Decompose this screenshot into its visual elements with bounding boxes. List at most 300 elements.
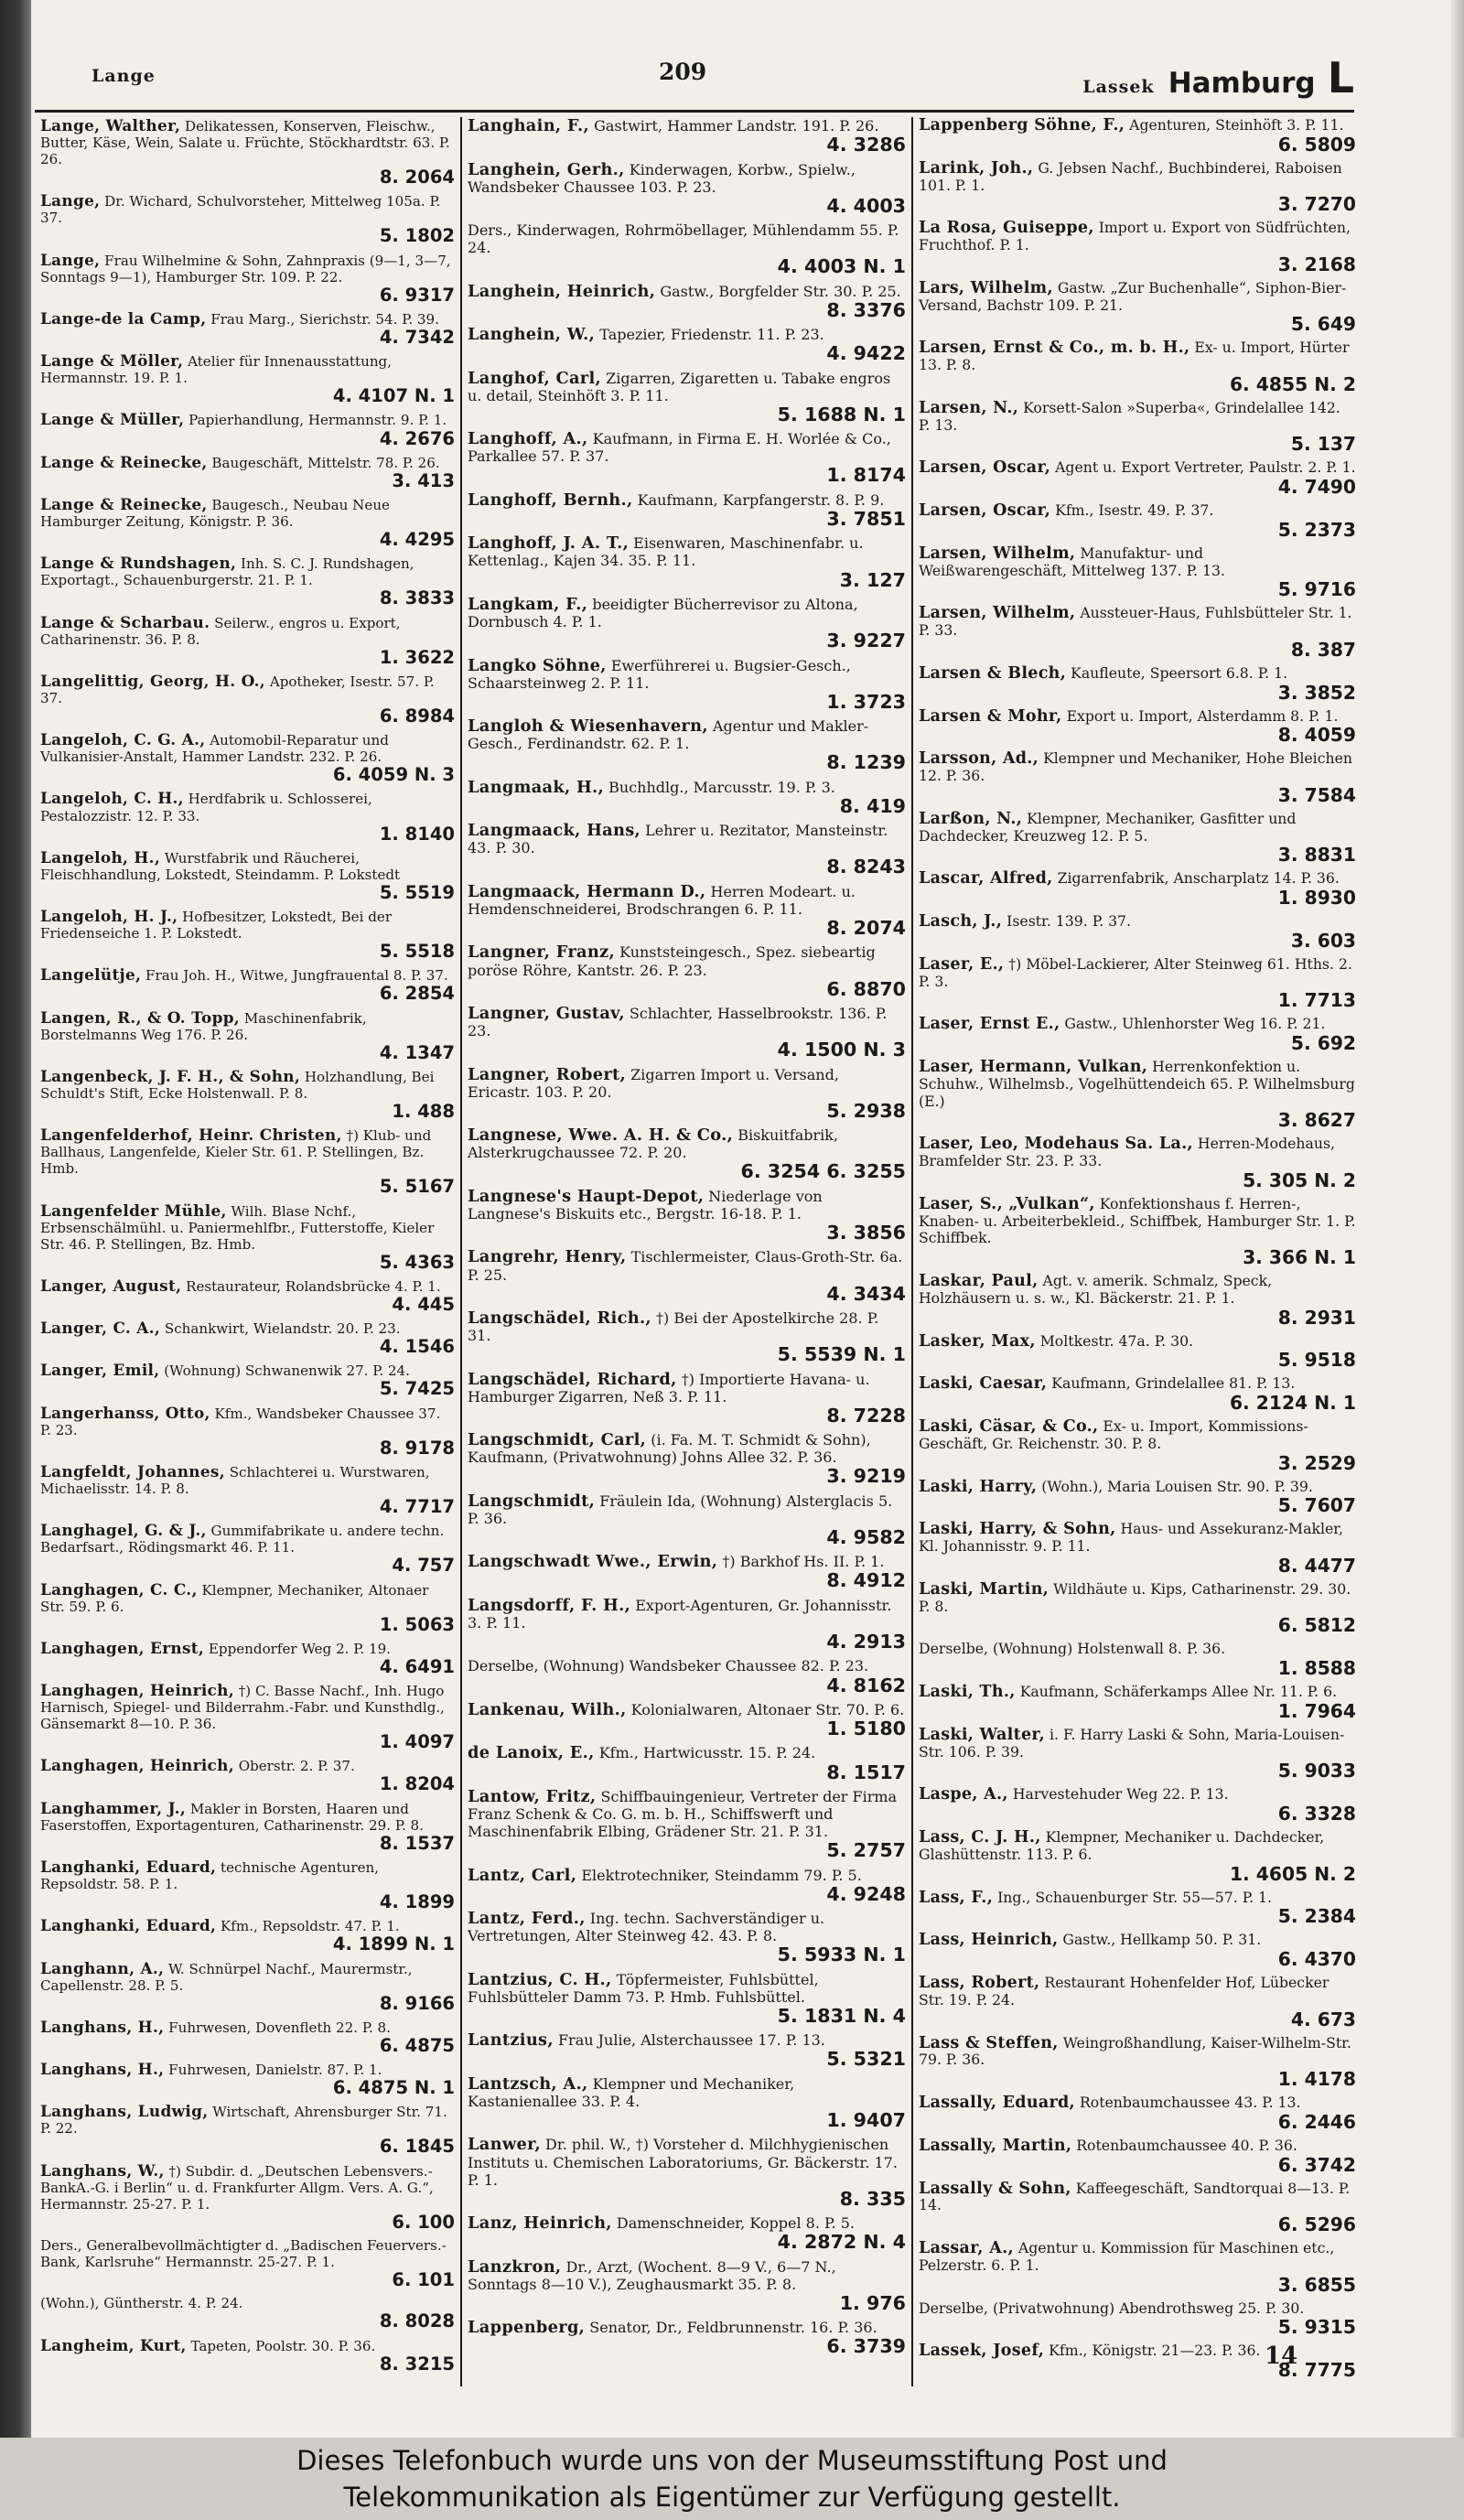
entry-name: Laski, Martin,: [919, 1579, 1050, 1599]
entry-name: Langrehr, Henry,: [468, 1247, 627, 1267]
directory-entry: [40, 454, 455, 491]
entry-details: Rotenbaumchaussee 40. P. 36.: [1076, 2136, 1297, 2154]
phone-number: 3. 3852: [1277, 681, 1356, 704]
entry-details: Frau Marg., Sierichstr. 54. P. 39.: [210, 310, 439, 328]
entry-details: Hofbesitzer, Lokstedt, Bei der Friedenseiche 1. P. Lokstedt.: [40, 909, 393, 942]
directory-entry: [40, 1362, 455, 1399]
entry-name: de Lanoix, E.,: [468, 1743, 595, 1763]
directory-entry: [919, 502, 1356, 541]
directory-entry: [468, 1309, 906, 1366]
entry-details: (Wohnung) Schwanenwik 27. P. 24.: [164, 1362, 410, 1380]
entry-name: Laski, Harry,: [919, 1477, 1038, 1496]
entry-details: Inh. S. C. J. Rundshagen, Exportagt., Schauenburgerstr. 21. P. 1.: [40, 555, 414, 589]
entry-name: Lantz, Ferd.,: [468, 1909, 586, 1929]
directory-entry: [919, 2138, 1356, 2176]
entry-details: Export-Agenturen, Gr. Johannisstr. 3. P. 11.: [468, 1596, 892, 1632]
entry-name: Larsen, Wilhelm,: [919, 544, 1076, 563]
directory-entry: [919, 160, 1356, 216]
entry-name: Larsen, Ernst & Co., m. b. H.,: [919, 339, 1190, 358]
phone-number: 1. 8140: [379, 823, 455, 845]
entry-details: Manufaktur- und Weißwarengeschäft, Mittelweg 137. P. 13.: [919, 544, 1225, 579]
directory-entry: [919, 459, 1356, 498]
entry-details: †) Möbel-Lackierer, Alter Steinweg 61. Hths. 2. P. 3.: [919, 954, 1352, 990]
entry-name: Langmaack, Hans,: [468, 821, 641, 841]
entry-details: Kaufmann, Karpfangerstr. 8. P. 9.: [637, 490, 885, 509]
entry-details: Wilh. Blase Nchf., Erbsenschälmühl. u. Paniermehlfbr., Futterstoffe, Kieler Str. 46. P. Stellingen, Bz. Hmb.: [40, 1202, 435, 1253]
directory-entry: [40, 555, 455, 608]
entry-details: Dr. phil. W., †) Vorsteher d. Milchhygienischen Instituts u. Chemischen Laboratoriums, Gr. Bäckerstr. 17. P. 1.: [468, 2136, 898, 2189]
directory-entry: [919, 1016, 1356, 1054]
entry-name: Laser, Hermann, Vulkan,: [919, 1058, 1148, 1076]
entry-details: Kunststeingesch., Spez. siebeartig poröse Röhre, Kantstr. 26. P. 23.: [468, 943, 876, 979]
entry-name: Laser, Ernst E.,: [919, 1015, 1060, 1034]
entry-details: Kaufmann, Schäferkamps Allee Nr. 11. P. 6.: [1019, 1683, 1338, 1700]
directory-entry: [468, 2214, 906, 2254]
directory-entry: [40, 2162, 455, 2233]
entry-name: Langhoff, Bernh.,: [468, 490, 633, 510]
phone-number: 5. 1831 N. 4: [777, 2004, 906, 2027]
entry-name: Larsen, Wilhelm,: [919, 604, 1076, 623]
directory-entry: [919, 956, 1356, 1012]
entry-details: Herren-Modehaus, Bramfelder Str. 23. P. 33.: [919, 1135, 1335, 1169]
entry-details: Agenturen, Steinhöft 3. P. 11.: [1129, 117, 1344, 134]
entry-name: Laski, Th.,: [919, 1683, 1016, 1701]
entry-details: Ing., Schauenburger Str. 55—57. P. 1.: [997, 1888, 1273, 1906]
entry-name: Langer, August,: [40, 1276, 182, 1295]
phone-number: 6. 8870: [826, 977, 906, 1000]
entry-name: Laski, Harry, & Sohn,: [919, 1520, 1116, 1539]
phone-number: 3. 366 N. 1: [1243, 1246, 1356, 1268]
entry-details: Ders., Generalbevollmächtigter d. „Badischen Feuervers.-Bank, Karlsruhe“ Hermannstr. 25-27. P. 1.: [40, 2236, 447, 2270]
entry-name: Laspe, A.,: [919, 1785, 1008, 1804]
phone-number: 6. 100: [392, 2211, 455, 2233]
entry-name: Larsen, N.,: [919, 398, 1019, 417]
phone-number: 8. 8243: [826, 856, 906, 878]
entry-details: Gastwirt, Hammer Landstr. 191. P. 26.: [594, 117, 879, 135]
entry-details: Restaurant Hohenfelder Hof, Lübecker Str. 19. P. 24.: [919, 1974, 1329, 2008]
phone-number: 1. 8174: [826, 464, 906, 487]
phone-number: 4. 3286: [826, 134, 906, 156]
phone-number: 4. 9248: [826, 1882, 906, 1905]
directory-entry: [468, 1371, 906, 1427]
entry-name: Langhammer, J.,: [40, 1798, 186, 1817]
entry-name: Laser, Leo, Modehaus Sa. La.,: [919, 1135, 1193, 1154]
entry-name: Lass, Heinrich,: [919, 1931, 1059, 1950]
entry-details: Tapezier, Friedenstr. 11. P. 23.: [599, 326, 824, 344]
entry-name: Langer, Emil,: [40, 1361, 160, 1380]
phone-number: 4. 4295: [379, 529, 455, 551]
entry-name: Lange & Scharbau.: [40, 612, 210, 631]
entry-details: Derselbe, (Wohnung) Wandsbeker Chaussee 82. P. 23.: [468, 1657, 869, 1675]
header-right: [1082, 53, 1354, 102]
directory-entry: [468, 1248, 906, 1305]
entry-name: Langner, Robert,: [468, 1064, 627, 1084]
directory-entry: [40, 1202, 455, 1273]
entry-details: beeidigter Bücherrevisor zu Altona, Dornbusch 4. P. 1.: [468, 595, 858, 631]
phone-number: 1. 8588: [1277, 1657, 1356, 1679]
phone-number: 5. 2757: [826, 1839, 906, 1862]
phone-number: 3. 9227: [826, 630, 906, 652]
directory-entry: [919, 1684, 1356, 1722]
directory-entry: [40, 673, 455, 727]
entry-name: Lassar, A.,: [919, 2239, 1014, 2257]
entry-name: Langhans, H.,: [40, 2060, 165, 2079]
directory-entry: [40, 2019, 455, 2056]
entry-name: Lange & Rundshagen,: [40, 554, 237, 573]
phone-number: 1. 7964: [1277, 1699, 1356, 1722]
entry-details: †) Barkhof Hs. II. P. 1.: [722, 1553, 885, 1571]
phone-number: 8. 4912: [826, 1569, 906, 1592]
entry-name: La Rosa, Guiseppe,: [919, 219, 1094, 238]
entry-name: Langeloh, H. J.,: [40, 907, 178, 926]
directory-entry: [468, 370, 906, 426]
entry-name: Langschädel, Rich.,: [468, 1308, 651, 1328]
header-rule: [35, 110, 1354, 113]
directory-entry: [919, 870, 1356, 909]
entry-name: Langenfelder Mühle,: [40, 1201, 227, 1220]
entry-name: Lanz, Heinrich,: [468, 2213, 612, 2234]
entry-details: W. Schnürpel Nachf., Maurermstr., Capellenstr. 28. P. 5.: [40, 1960, 413, 1994]
entry-details: †) C. Basse Nachf., Inh. Hugo Harnisch, Spiegel- und Bilderrahm.-Fabr. und Kunsthdlg., Gänsemarkt 8—10. P. 36.: [40, 1683, 445, 1733]
entry-details: Ex- u. Import, Kommissions-Geschäft, Gr. Reichenstr. 30. P. 8.: [919, 1417, 1308, 1452]
entry-name: Lappenberg,: [468, 2318, 586, 2338]
entry-details: Agt. v. amerik. Schmalz, Speck, Holzhäusern u. s. w., Kl. Bäckerstr. 21. P. 1.: [919, 1272, 1273, 1307]
entry-name: Lange & Möller,: [40, 351, 184, 371]
header-last-entry: Lassek: [1082, 77, 1155, 97]
phone-number: 3. 2529: [1277, 1451, 1356, 1474]
entry-details: Tapeten, Poolstr. 30. P. 36.: [190, 2337, 376, 2354]
phone-number: 3. 127: [839, 568, 906, 591]
entry-name: Langhagel, G. & J.,: [40, 1521, 207, 1540]
phone-number: 6. 4059 N. 3: [332, 764, 455, 786]
entry-details: Kfm., Hartwicusstr. 15. P. 24.: [598, 1744, 816, 1762]
entry-details: Weingroßhandlung, Kaiser-Wilhelm-Str. 79. P. 36.: [919, 2033, 1351, 2069]
phone-number: 6. 5812: [1277, 1614, 1356, 1637]
entry-details: Dr. Wichard, Schulvorsteher, Mittelweg 105a. P. 37.: [40, 193, 441, 227]
entry-name: Langeloh, C. H.,: [40, 789, 184, 808]
phone-number: 4. 4003 N. 1: [777, 255, 906, 278]
entry-details: Gummifabrikate u. andere techn. Bedarfsart., Rödingsmarkt 46. P. 11.: [40, 1523, 445, 1556]
entry-details: G. Jebsen Nachf., Buchbinderei, Raboisen 101. P. 1.: [919, 158, 1342, 194]
entry-details: Aussteuer-Haus, Fuhlsbütteler Str. 1. P. 33.: [919, 604, 1352, 639]
phone-number: 4. 6491: [379, 1655, 455, 1677]
entry-name: Langhagen, Heinrich,: [40, 1756, 234, 1775]
entry-details: Buchhdlg., Marcusstr. 19. P. 3.: [608, 778, 835, 796]
phone-number: 6. 3328: [1277, 1803, 1356, 1825]
entry-details: technische Agenturen, Repsoldstr. 58. P. 1.: [40, 1858, 380, 1893]
entry-details: Papierhandlung, Hermannstr. 9. P. 1.: [188, 412, 447, 429]
phone-number: 1. 5180: [826, 1718, 906, 1740]
entry-name: Langner, Gustav,: [468, 1004, 625, 1024]
phone-number: 3. 8627: [1277, 1109, 1356, 1132]
directory-entry: [919, 2095, 1356, 2133]
entry-name: Langheim, Kurt,: [40, 2335, 187, 2354]
phone-number: 8. 419: [839, 794, 906, 817]
phone-number: 8. 9178: [379, 1437, 455, 1459]
entry-name: Langhain, F.,: [468, 117, 590, 135]
entry-name: Langhoff, A.,: [468, 429, 588, 449]
directory-entry: [40, 1522, 455, 1576]
entry-name: Langhagen, Heinrich,: [40, 1681, 234, 1700]
entry-details: Frau Julie, Alsterchaussee 17. P. 13.: [557, 2031, 825, 2050]
entry-name: Langhein, Gerh.,: [468, 159, 625, 179]
phone-number: 5. 692: [1290, 1032, 1356, 1054]
entry-name: Langhans, Ludwig,: [40, 2102, 209, 2121]
directory-entry: [40, 966, 455, 1004]
entry-details: Biskuitfabrik, Alsterkrugchaussee 72. P. 20.: [468, 1126, 839, 1162]
directory-entry: [40, 1581, 455, 1635]
entry-name: Lanwer,: [468, 2135, 541, 2155]
entry-details: Schlachterei u. Wurstwaren, Michaelisstr. 14. P. 8.: [40, 1463, 430, 1497]
entry-details: Agentur u. Kommission für Maschinen etc., Pelzerstr. 6. P. 1.: [919, 2239, 1335, 2274]
phone-number: 5. 2373: [1277, 518, 1356, 541]
entry-name: Langhans, H.,: [40, 2017, 165, 2036]
phone-number: 8. 9166: [379, 1992, 455, 2014]
directory-entry: [468, 1553, 906, 1592]
entry-name: Langhanki, Eduard,: [40, 1857, 217, 1876]
phone-number: 4. 2872 N. 4: [777, 2231, 906, 2254]
entry-name: Langhein, W.,: [468, 325, 596, 345]
column-3: [911, 117, 1362, 2386]
directory-entry: [919, 400, 1356, 456]
phone-number: 5. 7425: [379, 1378, 455, 1400]
entry-name: Laski, Walter,: [919, 1725, 1046, 1744]
directory-entry: [40, 1068, 455, 1122]
entry-details: Kfm., Repsoldstr. 47. P. 1.: [221, 1918, 400, 1935]
entry-name: Lasker, Max,: [919, 1331, 1036, 1351]
header-page-number: 209: [659, 59, 707, 85]
entry-name: Langhans, W.,: [40, 2160, 165, 2180]
entry-name: Larsen & Mohr,: [919, 706, 1062, 726]
phone-number: 4. 2676: [379, 427, 455, 449]
directory-entry: [919, 1890, 1356, 1928]
phone-number: 5. 1688 N. 1: [777, 403, 906, 425]
directory-entry: [468, 1910, 906, 1966]
phone-number: 1. 488: [392, 1101, 455, 1122]
directory-entry: [40, 849, 455, 903]
entry-details: Rotenbaumchaussee 43. P. 13.: [1079, 2094, 1301, 2111]
phone-number: 6. 1845: [379, 2136, 455, 2158]
entry-name: Larßon, N.,: [919, 809, 1023, 828]
footer-line-2: Telekommunikation als Eigentümer zur Verfügung gestellt.: [343, 2482, 1121, 2513]
directory-entry: [468, 1744, 906, 1783]
entry-name: Langloh & Wiesenhavern,: [468, 716, 708, 737]
entry-details: Maschinenfabrik, Borstelmanns Weg 176. P. 26.: [40, 1009, 367, 1043]
entry-details: Restaurateur, Rolandsbrücke 4. P. 1.: [186, 1277, 441, 1295]
phone-number: 8. 4477: [1277, 1554, 1356, 1577]
entry-name: Langerhanss, Otto,: [40, 1403, 210, 1422]
directory-entry: [468, 1971, 906, 2028]
entry-details: Senator, Dr., Feldbrunnenstr. 16. P. 36.: [589, 2319, 877, 2337]
entry-name: Lantow, Fritz,: [468, 1786, 597, 1806]
phone-number: 6. 2446: [1277, 2110, 1356, 2133]
phone-number: 4. 1899: [379, 1891, 455, 1913]
page-header: [92, 53, 1354, 102]
directory-entry: [919, 811, 1356, 867]
phone-number: 6. 101: [392, 2269, 455, 2291]
entry-details: Automobil-Reparatur und Vulkanisier-Anstalt, Hammer Landstr. 232. P. 26.: [40, 732, 389, 766]
directory-entry: [40, 192, 455, 246]
entry-details: Moltkestr. 47a. P. 30.: [1039, 1331, 1194, 1350]
directory-entry: [919, 2035, 1356, 2091]
phone-number: 4. 4003: [826, 194, 906, 217]
phone-number: 8. 1537: [379, 1832, 455, 1854]
entry-details: Schlachter, Hasselbrookstr. 136. P. 23.: [468, 1005, 888, 1040]
entry-name: Lass & Steffen,: [919, 2033, 1059, 2052]
entry-name: Langhanki, Eduard,: [40, 1916, 217, 1935]
entry-name: Langer, C. A.,: [40, 1319, 161, 1338]
entry-name: Langschädel, Richard,: [468, 1369, 677, 1389]
phone-number: 5. 649: [1290, 313, 1356, 336]
phone-number: 3. 413: [392, 469, 455, 491]
directory-entry: [919, 1273, 1356, 1329]
directory-entry: [468, 1431, 906, 1488]
entry-details: (Wohn.), Güntherstr. 4. P. 24.: [40, 2295, 243, 2312]
phone-number: 4. 9582: [826, 1525, 906, 1548]
phone-number: 4. 3434: [826, 1282, 906, 1305]
entry-name: Langhagen, C. C.,: [40, 1579, 198, 1599]
phone-number: 3. 7851: [826, 507, 906, 530]
entry-name: Lass, Robert,: [919, 1974, 1040, 1992]
directory-entry: [40, 790, 455, 844]
entry-details: Derselbe, (Privatwohnung) Abendrothsweg 25. P. 30.: [919, 2299, 1305, 2317]
directory-entry: [40, 731, 455, 785]
entry-details: Zigarren, Zigaretten u. Tabake engros u. detail, Steinhöft 3. P. 11.: [468, 369, 891, 404]
directory-entry: [919, 1786, 1356, 1825]
phone-number: 8. 3833: [379, 587, 455, 609]
directory-entry: [40, 1757, 455, 1794]
footer-notice: [0, 2438, 1464, 2520]
phone-number: 1. 7713: [1277, 989, 1356, 1012]
directory-entry: [40, 411, 455, 448]
entry-name: Langelütje,: [40, 965, 142, 985]
entry-details: †) Klub- und Ballhaus, Langenfelde, Kieler Str. 61. P. Stellingen, Bz. Hmb.: [40, 1127, 432, 1178]
phone-number: 5. 5933 N. 1: [777, 1944, 906, 1966]
directory-entry: [468, 657, 906, 714]
directory-entry: [919, 708, 1356, 747]
directory-entry: [919, 750, 1356, 806]
directory-entry: [919, 1196, 1356, 1268]
directory-entry: [468, 1657, 906, 1696]
phone-number: 6. 2854: [379, 983, 455, 1005]
entry-name: Langschwadt Wwe., Erwin,: [468, 1552, 718, 1572]
phone-number: 6. 4855 N. 2: [1229, 372, 1356, 395]
phone-number: 3. 603: [1290, 929, 1356, 952]
phone-number: 4. 8162: [826, 1674, 906, 1696]
directory-entry: [468, 117, 906, 156]
phone-number: 8. 7228: [826, 1404, 906, 1427]
phone-number: 8. 2074: [826, 917, 906, 940]
phone-number: 1. 4178: [1277, 2068, 1356, 2090]
entry-name: Laski, Cäsar, & Co.,: [919, 1417, 1099, 1436]
phone-number: 5. 5519: [379, 881, 455, 903]
entry-details: Schankwirt, Wielandstr. 20. P. 23.: [164, 1320, 401, 1338]
directory-entry: [468, 1492, 906, 1549]
phone-number: 8. 2064: [379, 167, 455, 188]
directory-entry: [919, 339, 1356, 395]
phone-number: 5. 9315: [1277, 2316, 1356, 2339]
entry-details: Ing. techn. Sachverständiger u. Vertretungen, Alter Steinweg 42. 43. P. 8.: [468, 1910, 825, 1945]
entry-name: Lassek, Josef,: [919, 2342, 1045, 2361]
entry-details: Klempner, Mechaniker u. Dachdecker, Glashüttenstr. 113. P. 6.: [919, 1828, 1325, 1863]
phone-number: 1. 8930: [1277, 887, 1356, 909]
phone-number: 5. 137: [1290, 433, 1356, 456]
phone-number: 5. 9033: [1277, 1760, 1356, 1782]
phone-number: 6. 9317: [379, 284, 455, 306]
phone-number: 5. 1802: [379, 225, 455, 247]
entry-name: Langhof, Carl,: [468, 368, 601, 388]
entry-name: Lars, Wilhelm,: [919, 278, 1053, 297]
directory-entry: [919, 1641, 1356, 1679]
directory-entry: [40, 1858, 455, 1912]
phone-number: 8. 1517: [826, 1761, 906, 1783]
phone-number: 3. 7584: [1277, 783, 1356, 806]
directory-entry: [468, 491, 906, 531]
directory-entry: [919, 545, 1356, 601]
directory-entry: [919, 2240, 1356, 2296]
entry-details: Seilerw., engros u. Export, Catharinenstr. 36. P. 8.: [40, 614, 401, 648]
entry-details: Kinderwagen, Korbw., Spielw., Wandsbeker Chaussee 103. P. 23.: [468, 160, 856, 196]
entry-details: Klempner und Mechaniker, Hohe Bleichen 12. P. 36.: [919, 749, 1352, 784]
entry-details: Herren Modeart. u. Hemdenschneiderei, Brodschrangen 6. P. 11.: [468, 882, 856, 918]
entry-details: †) Importierte Havana- u. Hamburger Zigarren, Neß 3. P. 11.: [468, 1370, 870, 1405]
book-binding-edge: [0, 0, 31, 2438]
entry-name: Laski, Caesar,: [919, 1374, 1048, 1394]
phone-number: 5. 5539 N. 1: [777, 1343, 906, 1366]
phone-number: 3. 7270: [1277, 193, 1356, 216]
entry-name: Langsdorff, F. H.,: [468, 1595, 631, 1615]
phone-number: 8. 7775: [1277, 2359, 1356, 2381]
entry-details: Apotheker, Isestr. 57. P. 37.: [40, 673, 435, 706]
entry-details: Kaufleute, Speersort 6.8. P. 1.: [1071, 663, 1288, 682]
directory-entry: [468, 596, 906, 652]
entry-name: Lange & Reinecke,: [40, 452, 208, 471]
directory-entry: [468, 1066, 906, 1123]
entry-details: Gastw., Borgfelder Str. 30. P. 25.: [660, 282, 901, 300]
directory-entry: [40, 1463, 455, 1517]
directory-entry: [40, 1319, 455, 1357]
directory-entry: [919, 220, 1356, 275]
phone-number: 5. 305 N. 2: [1243, 1168, 1356, 1191]
directory-entry: [40, 2061, 455, 2098]
directory-entry: [468, 1788, 906, 1862]
directory-entry: [919, 1932, 1356, 1970]
header-section-letter: L: [1327, 53, 1354, 102]
entry-details: Eppendorfer Weg 2. P. 19.: [208, 1640, 391, 1657]
entry-name: Langeloh, C. G. A.,: [40, 730, 206, 749]
directory-entry: [919, 1975, 1356, 2030]
entry-details: Niederlage von Langnese's Biskuits etc., Bergstr. 16-18. P. 1.: [468, 1187, 823, 1222]
entry-name: Langmaak, H.,: [468, 777, 605, 797]
directory-entry: [919, 1581, 1356, 1637]
phone-number: 6. 2124 N. 1: [1229, 1392, 1356, 1414]
directory-entry: [468, 326, 906, 365]
entry-details: Wildhäute u. Kips, Catharinenstr. 29. 30. P. 8.: [919, 1579, 1351, 1615]
entry-details: Fuhrwesen, Dovenfleth 22. P. 8.: [168, 2019, 391, 2036]
directory-entry: [40, 117, 455, 188]
phone-number: 6. 4370: [1277, 1948, 1356, 1970]
entry-name: Langeloh, H.,: [40, 847, 161, 867]
entry-name: Larsen & Blech,: [919, 663, 1067, 683]
entry-details: Zigarren Import u. Versand, Ericastr. 103. P. 20.: [468, 1065, 839, 1101]
phone-number: 4. 757: [392, 1555, 455, 1577]
phone-number: 8. 3215: [379, 2353, 455, 2375]
phone-number: 5. 5321: [826, 2048, 906, 2071]
entry-details: Delikatessen, Konserven, Fleischw., Butter, Käse, Wein, Salate u. Früchte, Stöckhardtstr. 63. P. 26.: [40, 118, 450, 168]
directory-entry: [40, 2295, 455, 2332]
header-first-entry: Lange: [92, 66, 156, 86]
directory-entry: [919, 605, 1356, 661]
